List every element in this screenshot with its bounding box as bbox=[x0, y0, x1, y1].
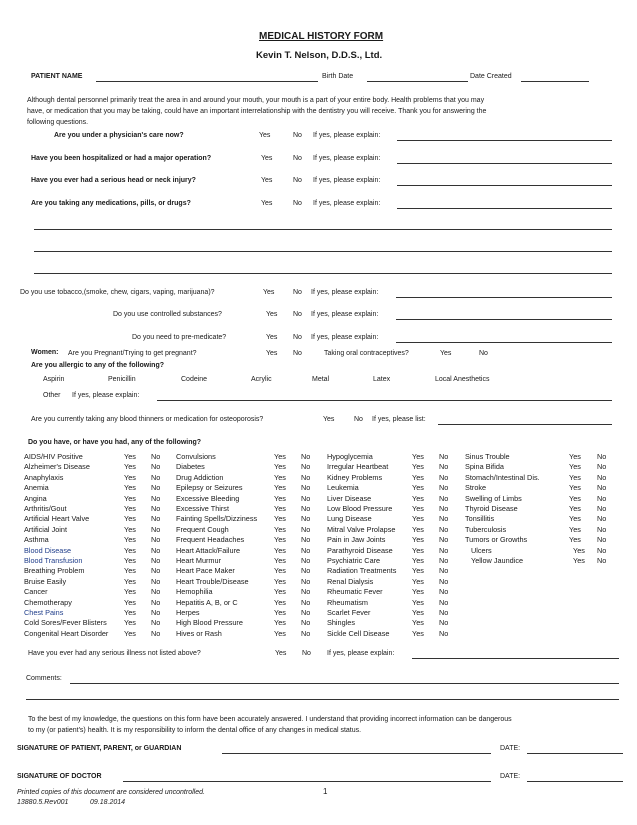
q-injury-no[interactable]: No bbox=[293, 177, 302, 184]
q-physician: Are you under a physician's care now? bbox=[54, 132, 184, 139]
condition-no[interactable]: No bbox=[151, 504, 161, 513]
condition-label: High Blood Pressure bbox=[176, 618, 243, 628]
signature-patient-date-field[interactable] bbox=[527, 753, 623, 754]
condition-no[interactable]: No bbox=[301, 576, 311, 586]
condition-yes[interactable]: Yes bbox=[274, 504, 286, 513]
allergen-codeine[interactable]: Codeine bbox=[181, 376, 208, 383]
allergen-other-label: Other bbox=[43, 392, 61, 399]
q-premedicate: Do you need to pre-medicate? bbox=[132, 334, 227, 341]
q-contraceptives-no[interactable]: No bbox=[479, 350, 488, 357]
condition-yes[interactable]: Yes bbox=[412, 628, 424, 638]
condition-label: Shingles bbox=[327, 618, 355, 628]
condition-no[interactable]: No bbox=[439, 597, 449, 607]
condition-no[interactable]: No bbox=[151, 535, 161, 545]
condition-label: Cold Sores/Fever Blisters bbox=[24, 618, 107, 628]
condition-label: Pain in Jaw Joints bbox=[327, 535, 386, 545]
condition-label: Kidney Problems bbox=[327, 472, 383, 482]
condition-yes[interactable]: Yes bbox=[274, 556, 286, 565]
condition-yes[interactable]: Yes bbox=[124, 514, 136, 524]
condition-no[interactable]: No bbox=[439, 608, 449, 617]
condition-yes[interactable]: Yes bbox=[412, 504, 424, 513]
intro-line-1: Although dental personnel primarily treat the area in and around your mouth, your mouth is a part of your entire body. Health problems that you may bbox=[27, 97, 485, 104]
q-injury-yes[interactable]: Yes bbox=[261, 177, 273, 184]
condition-label: Lung Disease bbox=[327, 514, 372, 524]
condition-yes[interactable]: Yes bbox=[124, 597, 136, 607]
signature-patient-date-label: DATE: bbox=[500, 745, 521, 752]
intro-line-2: have, or medication that you may be taking, could have an important interrelationship with the dentistry you will receive. Thank you for answering the bbox=[27, 108, 487, 115]
condition-no[interactable]: No bbox=[151, 483, 161, 493]
condition-label: Tonsillitis bbox=[465, 514, 495, 524]
condition-no[interactable]: No bbox=[151, 628, 161, 638]
condition-label: Epilepsy or Seizures bbox=[176, 483, 243, 493]
q-controlled-explain-label: If yes, please explain: bbox=[311, 311, 379, 318]
condition-yes[interactable]: Yes bbox=[573, 556, 585, 565]
condition-yes[interactable]: Yes bbox=[274, 524, 286, 534]
condition-no[interactable]: No bbox=[151, 462, 161, 472]
medications-line-1[interactable] bbox=[34, 229, 612, 230]
condition-label: Scarlet Fever bbox=[327, 608, 371, 617]
condition-label: Anemia bbox=[24, 483, 49, 493]
condition-no[interactable]: No bbox=[439, 618, 449, 628]
condition-yes[interactable]: Yes bbox=[124, 452, 136, 461]
condition-yes[interactable]: Yes bbox=[412, 608, 424, 617]
signature-doctor-label: SIGNATURE OF DOCTOR bbox=[17, 773, 102, 780]
condition-label: Yellow Jaundice bbox=[471, 556, 524, 565]
condition-no[interactable]: No bbox=[597, 483, 607, 493]
condition-label: Blood Transfusion bbox=[24, 556, 83, 565]
q-physician-yes[interactable]: Yes bbox=[259, 132, 271, 139]
condition-yes[interactable]: Yes bbox=[124, 556, 136, 565]
women-label: Women: bbox=[31, 349, 59, 356]
condition-label: Hypoglycemia bbox=[327, 452, 373, 461]
condition-no[interactable]: No bbox=[301, 493, 311, 503]
q-serious-illness-yes[interactable]: Yes bbox=[275, 650, 287, 657]
condition-no[interactable]: No bbox=[151, 576, 161, 586]
footer-note: Printed copies of this document are considered uncontrolled. bbox=[17, 789, 205, 796]
q-physician-no[interactable]: No bbox=[293, 132, 302, 139]
condition-label: Stroke bbox=[465, 483, 487, 493]
condition-yes[interactable]: Yes bbox=[124, 524, 136, 534]
condition-yes[interactable]: Yes bbox=[124, 504, 136, 513]
condition-label: Tuberculosis bbox=[465, 524, 507, 534]
condition-label: Congenital Heart Disorder bbox=[24, 628, 109, 638]
condition-label: Renal Dialysis bbox=[327, 576, 374, 586]
condition-yes[interactable]: Yes bbox=[412, 597, 424, 607]
condition-label: Breathing Problem bbox=[24, 566, 85, 576]
condition-label: Mitral Valve Prolapse bbox=[327, 524, 396, 534]
condition-label: Excessive Thirst bbox=[176, 504, 229, 513]
q-pregnant: Are you Pregnant/Trying to get pregnant? bbox=[68, 350, 197, 357]
condition-label: Heart Trouble/Disease bbox=[176, 576, 249, 586]
condition-yes[interactable]: Yes bbox=[274, 608, 286, 617]
condition-yes[interactable]: Yes bbox=[274, 587, 286, 597]
condition-no[interactable]: No bbox=[151, 472, 161, 482]
condition-no[interactable]: No bbox=[597, 556, 607, 565]
condition-no[interactable]: No bbox=[301, 472, 311, 482]
q-tobacco-explain-field[interactable] bbox=[396, 297, 612, 298]
condition-no[interactable]: No bbox=[439, 587, 449, 597]
condition-no[interactable]: No bbox=[439, 483, 449, 493]
condition-label: Drug Addiction bbox=[176, 472, 224, 482]
condition-yes[interactable]: Yes bbox=[274, 452, 286, 461]
q-blood-thinners-yes[interactable]: Yes bbox=[323, 416, 335, 423]
q-have-had: Do you have, or have you had, any of the following? bbox=[28, 439, 202, 446]
condition-label: Anaphylaxis bbox=[24, 472, 64, 482]
q-allergic: Are you allergic to any of the following? bbox=[31, 362, 165, 369]
condition-no[interactable]: No bbox=[301, 504, 311, 513]
condition-yes[interactable]: Yes bbox=[274, 483, 286, 493]
condition-label: Tumors or Growths bbox=[465, 535, 528, 545]
condition-yes[interactable]: Yes bbox=[569, 452, 581, 461]
q-tobacco-no[interactable]: No bbox=[293, 289, 302, 296]
q-pregnant-no[interactable]: No bbox=[293, 350, 302, 357]
condition-label: Heart Pace Maker bbox=[176, 566, 235, 576]
condition-no[interactable]: No bbox=[597, 535, 607, 545]
allergen-metal[interactable]: Metal bbox=[312, 376, 330, 383]
condition-yes[interactable]: Yes bbox=[412, 545, 424, 555]
condition-label: Convulsions bbox=[176, 452, 216, 461]
condition-label: Leukemia bbox=[327, 483, 359, 493]
allergen-penicillin[interactable]: Penicillin bbox=[108, 376, 136, 383]
condition-label: Spina Bifida bbox=[465, 462, 504, 472]
condition-no[interactable]: No bbox=[301, 556, 311, 565]
q-physician-explain-field[interactable] bbox=[397, 140, 612, 141]
condition-label: Low Blood Pressure bbox=[327, 504, 393, 513]
condition-label: Hives or Rash bbox=[176, 628, 222, 638]
allergen-other-field[interactable] bbox=[157, 400, 612, 401]
q-contraceptives: Taking oral contraceptives? bbox=[324, 350, 409, 357]
condition-yes[interactable]: Yes bbox=[412, 462, 424, 472]
date-created-field[interactable] bbox=[521, 81, 589, 82]
condition-no[interactable]: No bbox=[151, 608, 161, 617]
condition-no[interactable]: No bbox=[439, 524, 449, 534]
condition-yes[interactable]: Yes bbox=[569, 483, 581, 493]
condition-yes[interactable]: Yes bbox=[412, 576, 424, 586]
q-blood-thinners-no[interactable]: No bbox=[354, 416, 363, 423]
q-hospital-explain-field[interactable] bbox=[397, 163, 612, 164]
q-serious-illness-explain-label: If yes, please explain: bbox=[327, 650, 395, 657]
condition-yes[interactable]: Yes bbox=[412, 452, 424, 461]
condition-yes[interactable]: Yes bbox=[412, 535, 424, 545]
condition-label: Hepatitis A, B, or C bbox=[176, 597, 238, 607]
condition-yes[interactable]: Yes bbox=[274, 535, 286, 545]
condition-yes[interactable]: Yes bbox=[124, 628, 136, 638]
condition-yes[interactable]: Yes bbox=[124, 483, 136, 493]
condition-yes[interactable]: Yes bbox=[412, 566, 424, 576]
allergen-acrylic[interactable]: Acrylic bbox=[251, 376, 272, 383]
condition-label: Cancer bbox=[24, 587, 48, 597]
condition-yes[interactable]: Yes bbox=[124, 535, 136, 545]
signature-doctor-field[interactable] bbox=[123, 781, 491, 782]
condition-no[interactable]: No bbox=[439, 535, 449, 545]
medications-line-3[interactable] bbox=[34, 273, 612, 274]
condition-label: Rheumatism bbox=[327, 597, 368, 607]
q-serious-illness-explain-field[interactable] bbox=[412, 658, 619, 659]
condition-yes[interactable]: Yes bbox=[124, 493, 136, 503]
condition-no[interactable]: No bbox=[301, 514, 311, 524]
condition-label: Rheumatic Fever bbox=[327, 587, 383, 597]
condition-no[interactable]: No bbox=[301, 587, 311, 597]
condition-yes[interactable]: Yes bbox=[124, 608, 136, 617]
condition-label: Arthritis/Gout bbox=[24, 504, 67, 513]
condition-yes[interactable]: Yes bbox=[569, 514, 581, 524]
q-physician-explain-label: If yes, please explain: bbox=[313, 132, 381, 139]
q-hospital: Have you been hospitalized or had a major operation? bbox=[31, 155, 212, 162]
condition-label: Hemophilia bbox=[176, 587, 213, 597]
condition-yes[interactable]: Yes bbox=[274, 493, 286, 503]
condition-no[interactable]: No bbox=[597, 472, 607, 482]
condition-no[interactable]: No bbox=[151, 566, 161, 576]
condition-no[interactable]: No bbox=[301, 462, 311, 472]
condition-no[interactable]: No bbox=[439, 504, 449, 513]
condition-no[interactable]: No bbox=[597, 504, 607, 513]
condition-no[interactable]: No bbox=[439, 493, 449, 503]
condition-no[interactable]: No bbox=[597, 524, 607, 534]
practice-name: Kevin T. Nelson, D.D.S., Ltd. bbox=[256, 50, 383, 61]
condition-label: Heart Murmur bbox=[176, 556, 222, 565]
condition-no[interactable]: No bbox=[439, 576, 449, 586]
q-injury: Have you ever had a serious head or neck injury? bbox=[31, 177, 196, 184]
condition-no[interactable]: No bbox=[301, 608, 311, 617]
condition-yes[interactable]: Yes bbox=[274, 545, 286, 555]
condition-yes[interactable]: Yes bbox=[124, 618, 136, 628]
condition-label: Alzheimer's Disease bbox=[24, 462, 90, 472]
condition-label: Sickle Cell Disease bbox=[327, 628, 390, 638]
q-premedicate-explain-field[interactable] bbox=[396, 342, 612, 343]
birth-date-label: Birth Date bbox=[322, 73, 354, 80]
condition-label: Frequent Cough bbox=[176, 524, 229, 534]
condition-no[interactable]: No bbox=[301, 628, 311, 638]
condition-yes[interactable]: Yes bbox=[412, 556, 424, 565]
condition-label: Sinus Trouble bbox=[465, 452, 510, 461]
condition-no[interactable]: No bbox=[597, 545, 607, 555]
birth-date-field[interactable] bbox=[367, 81, 468, 82]
allergen-local-anesthetics[interactable]: Local Anesthetics bbox=[435, 376, 490, 383]
condition-yes[interactable]: Yes bbox=[124, 472, 136, 482]
attestation-line-1: To the best of my knowledge, the questions on this form have been accurately answered. I understand that providing incorrect information can be dangerous bbox=[28, 716, 512, 723]
condition-no[interactable]: No bbox=[151, 618, 161, 628]
patient-name-field[interactable] bbox=[96, 81, 318, 82]
q-tobacco-yes[interactable]: Yes bbox=[263, 289, 275, 296]
condition-label: Fainting Spells/Dizziness bbox=[176, 514, 258, 524]
q-blood-thinners-list-label: If yes, please list: bbox=[372, 416, 426, 423]
q-injury-explain-label: If yes, please explain: bbox=[313, 177, 381, 184]
condition-yes[interactable]: Yes bbox=[412, 493, 424, 503]
condition-yes[interactable]: Yes bbox=[412, 587, 424, 597]
comments-line-1[interactable] bbox=[70, 683, 619, 684]
q-hospital-explain-label: If yes, please explain: bbox=[313, 155, 381, 162]
condition-no[interactable]: No bbox=[301, 535, 311, 545]
condition-no[interactable]: No bbox=[301, 483, 311, 493]
signature-doctor-date-field[interactable] bbox=[527, 781, 623, 782]
q-contraceptives-yes[interactable]: Yes bbox=[440, 350, 452, 357]
medications-line-2[interactable] bbox=[34, 251, 612, 252]
condition-label: Artificial Heart Valve bbox=[24, 514, 90, 524]
condition-no[interactable]: No bbox=[301, 524, 311, 534]
signature-patient-label: SIGNATURE OF PATIENT, PARENT, or GUARDIAN bbox=[17, 745, 182, 752]
condition-no[interactable]: No bbox=[151, 452, 161, 461]
q-controlled-explain-field[interactable] bbox=[396, 319, 612, 320]
q-hospital-no[interactable]: No bbox=[293, 155, 302, 162]
condition-no[interactable]: No bbox=[301, 545, 311, 555]
condition-yes[interactable]: Yes bbox=[569, 504, 581, 513]
condition-no[interactable]: No bbox=[439, 545, 449, 555]
signature-patient-field[interactable] bbox=[222, 753, 491, 754]
q-medications-explain-field[interactable] bbox=[397, 208, 612, 209]
condition-no[interactable]: No bbox=[597, 493, 607, 503]
condition-yes[interactable]: Yes bbox=[124, 462, 136, 472]
condition-no[interactable]: No bbox=[151, 545, 161, 555]
condition-no[interactable]: No bbox=[151, 556, 161, 565]
comments-line-2[interactable] bbox=[26, 699, 619, 700]
signature-doctor-date-label: DATE: bbox=[500, 773, 521, 780]
q-medications: Are you taking any medications, pills, or drugs? bbox=[31, 200, 191, 207]
q-medications-no[interactable]: No bbox=[293, 200, 302, 207]
condition-label: Liver Disease bbox=[327, 493, 372, 503]
q-tobacco: Do you use tobacco,(smoke, chew, cigars, vaping, marijuana)? bbox=[20, 289, 215, 296]
q-premedicate-yes[interactable]: Yes bbox=[266, 334, 278, 341]
condition-yes[interactable]: Yes bbox=[412, 483, 424, 493]
condition-label: Angina bbox=[24, 493, 47, 503]
condition-label: Thyroid Disease bbox=[465, 504, 518, 513]
condition-yes[interactable]: Yes bbox=[412, 472, 424, 482]
condition-label: Artificial Joint bbox=[24, 524, 67, 534]
page-number: 1 bbox=[323, 787, 328, 796]
condition-no[interactable]: No bbox=[439, 472, 449, 482]
q-blood-thinners: Are you currently taking any blood thinners or medication for osteoporosis? bbox=[31, 416, 264, 423]
q-medications-yes[interactable]: Yes bbox=[261, 200, 273, 207]
condition-label: Parathyroid Disease bbox=[327, 545, 393, 555]
condition-no[interactable]: No bbox=[151, 587, 161, 597]
condition-no[interactable]: No bbox=[597, 514, 607, 524]
condition-no[interactable]: No bbox=[301, 618, 311, 628]
q-pregnant-yes[interactable]: Yes bbox=[266, 350, 278, 357]
condition-label: Irregular Heartbeat bbox=[327, 462, 389, 472]
allergen-latex[interactable]: Latex bbox=[373, 376, 391, 383]
q-controlled-yes[interactable]: Yes bbox=[266, 311, 278, 318]
condition-yes[interactable]: Yes bbox=[412, 618, 424, 628]
q-blood-thinners-list-field[interactable] bbox=[438, 424, 612, 425]
condition-no[interactable]: No bbox=[151, 493, 161, 503]
condition-yes[interactable]: Yes bbox=[274, 597, 286, 607]
attestation-line-2: to my (or patient's) health. It is my responsibility to inform the dental office of any changes in medical status. bbox=[28, 727, 362, 734]
condition-no[interactable]: No bbox=[301, 597, 311, 607]
condition-no[interactable]: No bbox=[597, 452, 607, 461]
allergen-aspirin[interactable]: Aspirin bbox=[43, 376, 65, 383]
condition-yes[interactable]: Yes bbox=[569, 462, 581, 472]
intro-line-3: following questions. bbox=[27, 119, 89, 126]
condition-yes[interactable]: Yes bbox=[274, 566, 286, 576]
condition-no[interactable]: No bbox=[439, 628, 449, 638]
condition-yes[interactable]: Yes bbox=[274, 628, 286, 638]
allergen-other-explain-label: If yes, please explain: bbox=[72, 392, 140, 399]
condition-yes[interactable]: Yes bbox=[569, 524, 581, 534]
condition-yes[interactable]: Yes bbox=[274, 472, 286, 482]
condition-label: Frequent Headaches bbox=[176, 535, 245, 545]
condition-label: Stomach/Intestinal Dis. bbox=[465, 472, 540, 482]
condition-yes[interactable]: Yes bbox=[569, 472, 581, 482]
condition-no[interactable]: No bbox=[439, 566, 449, 576]
condition-yes[interactable]: Yes bbox=[274, 618, 286, 628]
condition-yes[interactable]: Yes bbox=[274, 514, 286, 524]
condition-yes[interactable]: Yes bbox=[412, 514, 424, 524]
condition-yes[interactable]: Yes bbox=[124, 545, 136, 555]
condition-no[interactable]: No bbox=[151, 514, 161, 524]
condition-no[interactable]: No bbox=[151, 524, 161, 534]
condition-label: Excessive Bleeding bbox=[176, 493, 240, 503]
condition-yes[interactable]: Yes bbox=[412, 524, 424, 534]
condition-no[interactable]: No bbox=[301, 452, 311, 461]
comments-label: Comments: bbox=[26, 675, 62, 682]
form-title: MEDICAL HISTORY FORM bbox=[259, 31, 384, 42]
patient-name-label: PATIENT NAME bbox=[31, 73, 83, 80]
condition-no[interactable]: No bbox=[597, 462, 607, 472]
condition-yes[interactable]: Yes bbox=[569, 493, 581, 503]
condition-label: Radiation Treatments bbox=[327, 566, 397, 576]
q-serious-illness-no[interactable]: No bbox=[302, 650, 311, 657]
condition-label: Heart Attack/Failure bbox=[176, 545, 241, 555]
condition-yes[interactable]: Yes bbox=[124, 576, 136, 586]
condition-yes[interactable]: Yes bbox=[124, 566, 136, 576]
q-premedicate-explain-label: If yes, please explain: bbox=[311, 334, 379, 341]
condition-yes[interactable]: Yes bbox=[274, 576, 286, 586]
q-controlled: Do you use controlled substances? bbox=[113, 311, 222, 318]
condition-yes[interactable]: Yes bbox=[124, 587, 136, 597]
condition-yes[interactable]: Yes bbox=[274, 462, 286, 472]
date-created-label: Date Created bbox=[470, 73, 512, 80]
condition-no[interactable]: No bbox=[439, 462, 449, 472]
condition-yes[interactable]: Yes bbox=[573, 545, 585, 555]
condition-no[interactable]: No bbox=[439, 514, 449, 524]
condition-label: Bruise Easily bbox=[24, 576, 67, 586]
condition-yes[interactable]: Yes bbox=[569, 535, 581, 545]
condition-label: Blood Disease bbox=[24, 545, 72, 555]
q-premedicate-no[interactable]: No bbox=[293, 334, 302, 341]
condition-label: Herpes bbox=[176, 608, 200, 617]
condition-label: Psychiatric Care bbox=[327, 556, 381, 565]
condition-label: Diabetes bbox=[176, 462, 205, 472]
condition-no[interactable]: No bbox=[439, 556, 449, 565]
condition-label: Chemotherapy bbox=[24, 597, 72, 607]
q-controlled-no[interactable]: No bbox=[293, 311, 302, 318]
q-medications-explain-label: If yes, please explain: bbox=[313, 200, 381, 207]
q-tobacco-explain-label: If yes, please explain: bbox=[311, 289, 379, 296]
condition-label: Ulcers bbox=[471, 545, 492, 555]
condition-no[interactable]: No bbox=[301, 566, 311, 576]
condition-no[interactable]: No bbox=[151, 597, 161, 607]
condition-label: Chest Pains bbox=[24, 608, 64, 617]
q-injury-explain-field[interactable] bbox=[397, 185, 612, 186]
condition-label: AIDS/HIV Positive bbox=[24, 452, 83, 461]
condition-no[interactable]: No bbox=[439, 452, 449, 461]
footer-doc-date: 09.18.2014 bbox=[90, 799, 126, 806]
condition-label: Swelling of Limbs bbox=[465, 493, 522, 503]
condition-label: Asthma bbox=[24, 535, 49, 545]
q-hospital-yes[interactable]: Yes bbox=[261, 155, 273, 162]
footer-doc-id: 13880.5.Rev001 bbox=[17, 799, 69, 806]
q-serious-illness: Have you ever had any serious illness not listed above? bbox=[28, 650, 201, 657]
